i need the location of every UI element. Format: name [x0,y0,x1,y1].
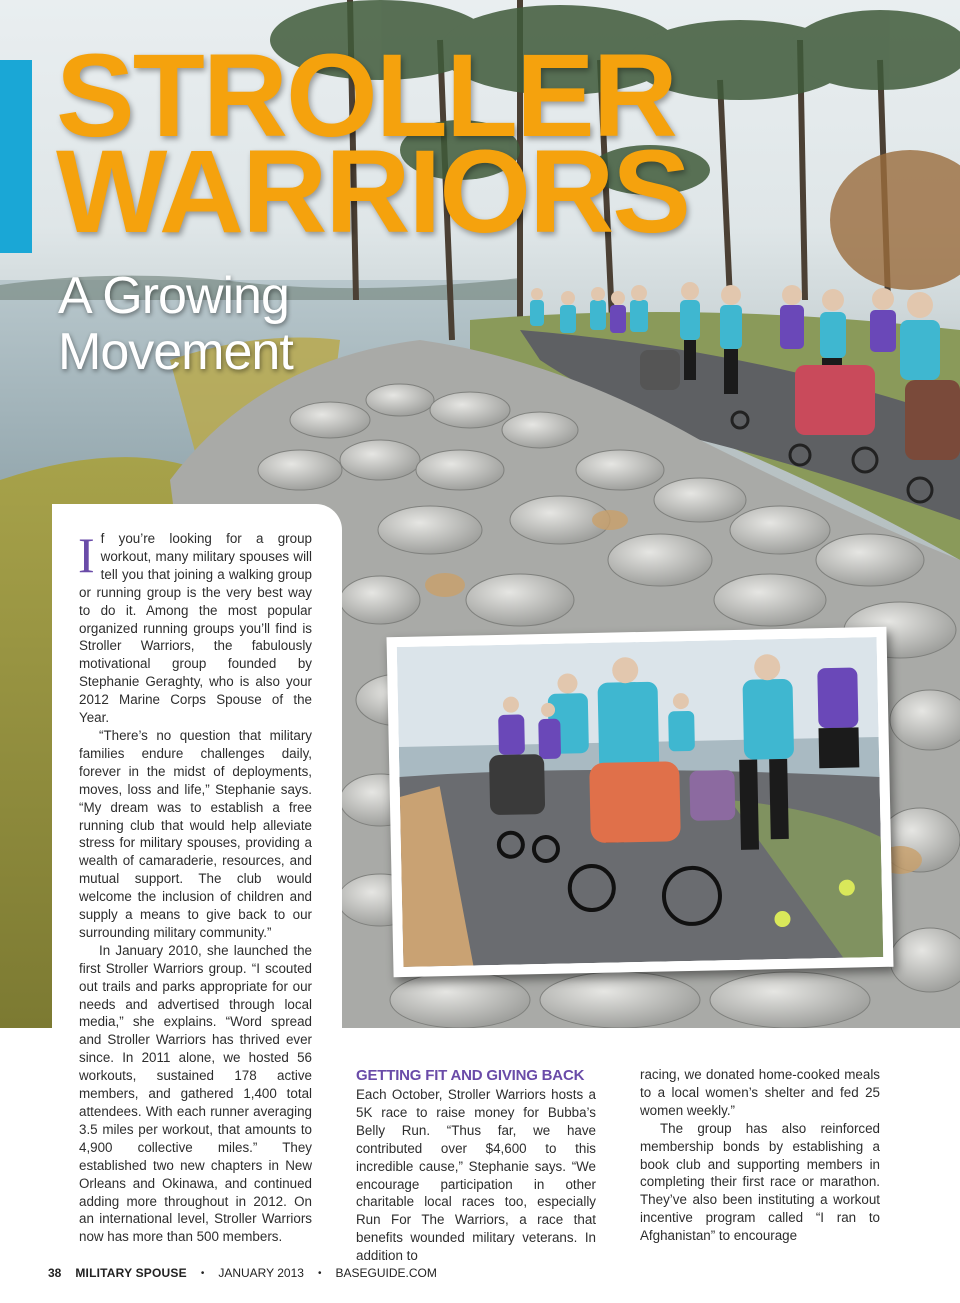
footer-bullet-2: • [317,1267,322,1279]
paragraph-5: racing, we donated home-cooked meals to a local women’s shelter and fed 25 women weekly.” [640,1067,880,1118]
magazine-name: MILITARY SPOUSE [75,1266,187,1280]
issue-date: JANUARY 2013 [218,1266,304,1280]
section-heading: GETTING FIT AND GIVING BACK [356,1067,585,1084]
paragraph-2: “There’s no question that military families endure challenges daily, forever in the midst of deployments, moves, loss and life,” Stephanie says. “My dream was to establish a free running club that would help alleviate stress for military spouses, providing a wealth of camaraderie, resources, and mutual support. The club would welcome the inclusion of children and supply a means to give back to our surrounding military community.” [79,727,312,940]
paragraph-6: The group has also reinforced membership bonds by establishing a book club and supporting members in completing their first race or marathon. They’ve also been instituting a workout incentive program called “I ran to Afghanistan” to encourage [640,1120,880,1244]
article-subtitle [58,268,293,380]
title-line-2: WARRIORS [56,126,689,258]
article-column-2 [356,1066,596,1265]
article-title [56,30,689,258]
paragraph-4: Each October, Stroller Warriors hosts a 5K race to raise money for Bubba’s Belly Run. “Thus far, we have contributed over $4,600 to this incredible cause,” Stephanie says. “We encourage participation in other charitable local races too, especially Run For The Warriors, a race that benefits wounded military veterans. In addition to [356,1087,596,1264]
subtitle-line-1: A Growing [58,267,289,325]
article-column-1 [78,527,312,1246]
drop-cap: I [78,527,95,583]
paragraph-1 [78,527,312,727]
footer-bullet-1: • [200,1267,205,1279]
strollers-photo [397,637,884,967]
inset-photo-frame [386,627,893,977]
paragraph-3: In January 2010, she launched the first Stroller Warriors group. “I scouted out trails and parks appropriate for our needs and advertised through local media,” she explains. “Word spread and Stroller Warriors has thrived ever since. In 2011 alone, we hosted 56 workouts, sustained 178 active members, and gathered 1,400 total attendees. With each runner averaging 3.5 miles per workout, that amounts to 4,900 collective miles.” They established two new chapters in New Orleans and Okinawa, and continued adding more throughout in 2012. On an international level, Stroller Warriors now has more than 500 members. [79,942,312,1245]
website: BASEGUIDE.COM [335,1266,437,1280]
strollers-photo-image [397,637,884,967]
subtitle-line-2: Movement [58,323,293,381]
paragraph-1-text: f you’re looking for a group workout, many military spouses will tell you that joining a walking group or running group is the very best way to do it. Among the most popular organized running groups you’ll find is Stroller Warriors, the fabulously motivational group founded by Stephanie Geraghty, who is also your 2012 Marine Corps Spouse of the Year. [79,531,312,726]
page-number: 38 [48,1266,62,1280]
title-line-1: STROLLER [56,30,676,162]
article-column-3 [640,1066,880,1245]
page-footer [48,1266,437,1280]
accent-bar [0,60,32,253]
